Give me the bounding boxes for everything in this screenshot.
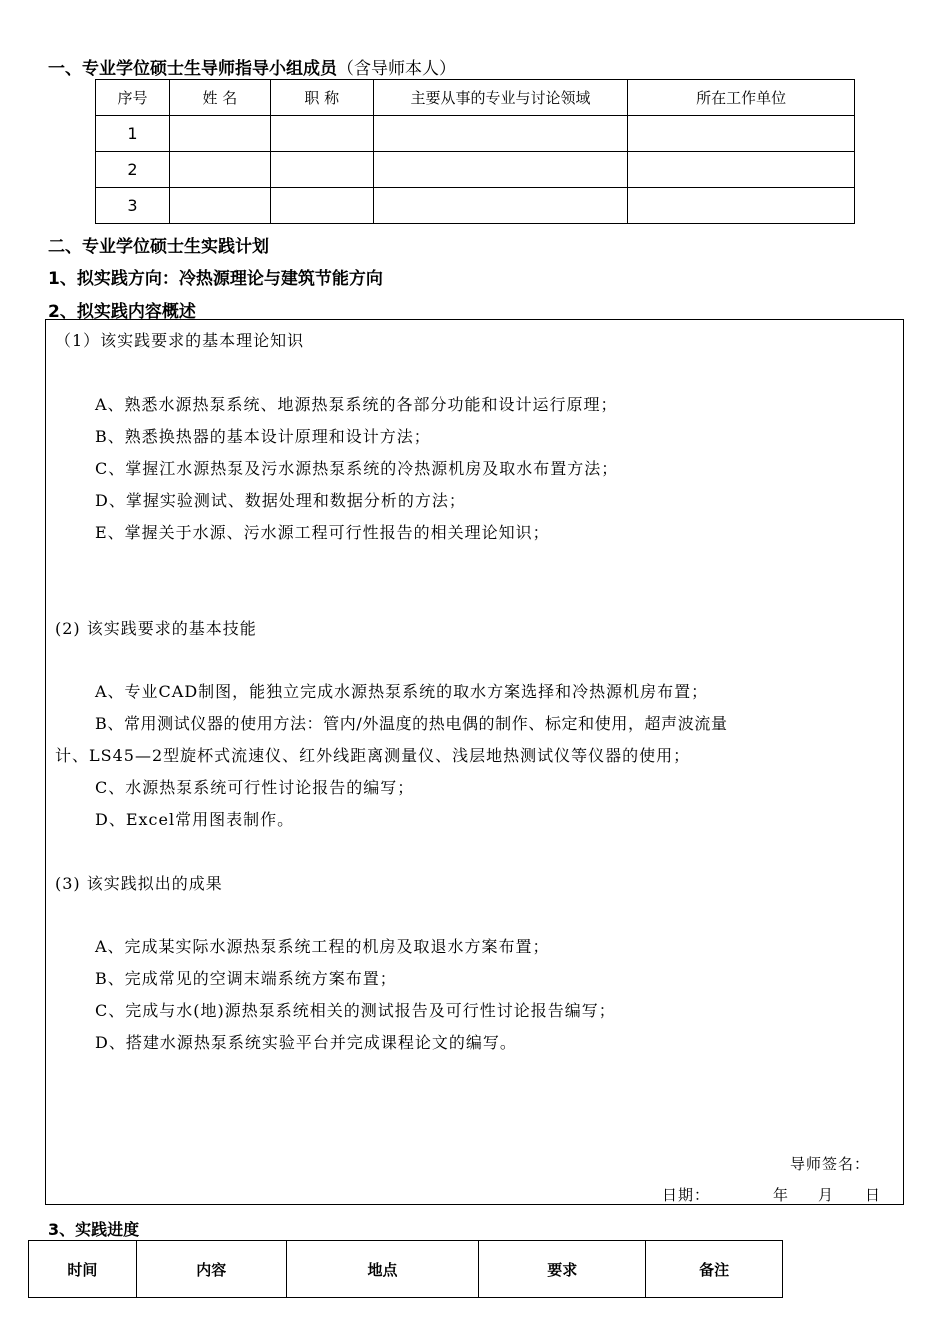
header-remarks: 备注 xyxy=(646,1241,783,1298)
field-cell[interactable] xyxy=(373,188,628,224)
table-header-row xyxy=(96,80,855,116)
list-item: A、专业CAD制图，能独立完成水源热泵系统的取水方案选择和冷热源机房布置； xyxy=(95,682,709,701)
section2-title: 二、专业学位硕士生实践计划 xyxy=(48,237,269,257)
title-cell[interactable] xyxy=(270,116,373,152)
list-item: A、熟悉水源热泵系统、地源热泵系统的各部分功能和设计运行原理； xyxy=(95,395,618,414)
practice-schedule-table xyxy=(28,1240,783,1298)
header-location: 地点 xyxy=(286,1241,479,1298)
overview-title: 2、拟实践内容概述 xyxy=(48,302,196,322)
section3-title: 3、实践进度 xyxy=(48,1220,140,1239)
supervisor-group-table xyxy=(95,79,855,224)
list-item: C、掌握江水源热泵及污水源热泵系统的冷热源机房及取水布置方法； xyxy=(95,459,619,478)
name-cell[interactable] xyxy=(169,188,270,224)
list-item: D、Excel常用图表制作。 xyxy=(95,810,295,829)
list-item: C、完成与水(地)源热泵系统相关的测试报告及可行性讨论报告编写； xyxy=(95,1001,616,1020)
header-content: 内容 xyxy=(136,1241,286,1298)
list-item: B、完成常见的空调末端系统方案布置； xyxy=(95,969,397,988)
workplace-cell[interactable] xyxy=(628,116,855,152)
workplace-cell[interactable] xyxy=(628,152,855,188)
section1-title-main: 一、专业学位硕士生导师指导小组成员 xyxy=(48,59,337,79)
title-cell[interactable] xyxy=(270,188,373,224)
header-workplace: 所在工作单位 xyxy=(628,80,855,116)
list-item: C、水源热泵系统可行性讨论报告的编写； xyxy=(95,778,415,797)
header-field: 主要从事的专业与讨论领域 xyxy=(373,80,628,116)
table-row xyxy=(96,188,855,224)
section1-title xyxy=(48,54,456,79)
list-item: D、搭建水源热泵系统实验平台并完成课程论文的编写。 xyxy=(95,1033,517,1052)
name-cell[interactable] xyxy=(169,152,270,188)
practice-direction: 1、拟实践方向：冷热源理论与建筑节能方向 xyxy=(48,269,383,289)
section1-title-note: （含导师本人） xyxy=(337,59,456,79)
field-cell[interactable] xyxy=(373,152,628,188)
header-name: 姓 名 xyxy=(169,80,270,116)
part2-title: (2) 该实践要求的基本技能 xyxy=(55,619,257,638)
list-item: E、掌握关于水源、污水源工程可行性报告的相关理论知识； xyxy=(95,523,550,542)
header-title: 职 称 xyxy=(270,80,373,116)
header-requirement: 要求 xyxy=(479,1241,646,1298)
list-item-continued: 计、LS45—2型旋杯式流速仪、红外线距离测量仪、浅层地热测试仪等仪器的使用； xyxy=(55,746,691,765)
table-row xyxy=(96,152,855,188)
date-year: 年 xyxy=(773,1186,790,1204)
header-time: 时间 xyxy=(29,1241,137,1298)
part1-title: （1）该实践要求的基本理论知识 xyxy=(55,331,305,350)
date-day: 日 xyxy=(865,1186,882,1204)
header-index: 序号 xyxy=(96,80,170,116)
list-item: A、完成某实际水源热泵系统工程的机房及取退水方案布置； xyxy=(95,937,550,956)
list-item: B、常用测试仪器的使用方法：管内/外温度的热电偶的制作、标定和使用，超声波流量 xyxy=(95,714,728,733)
part3-title: (3) 该实践拟出的成果 xyxy=(55,874,223,893)
name-cell[interactable] xyxy=(169,116,270,152)
row-index: 2 xyxy=(96,152,170,188)
title-cell[interactable] xyxy=(270,152,373,188)
workplace-cell[interactable] xyxy=(628,188,855,224)
date-label: 日期： xyxy=(662,1186,711,1204)
list-item: B、熟悉换热器的基本设计原理和设计方法； xyxy=(95,427,431,446)
row-index: 3 xyxy=(96,188,170,224)
table-row xyxy=(96,116,855,152)
field-cell[interactable] xyxy=(373,116,628,152)
row-index: 1 xyxy=(96,116,170,152)
supervisor-signature-label: 导师签名： xyxy=(790,1155,871,1173)
list-item: D、掌握实验测试、数据处理和数据分析的方法； xyxy=(95,491,466,510)
table-header-row xyxy=(29,1241,783,1298)
date-month: 月 xyxy=(818,1186,835,1204)
